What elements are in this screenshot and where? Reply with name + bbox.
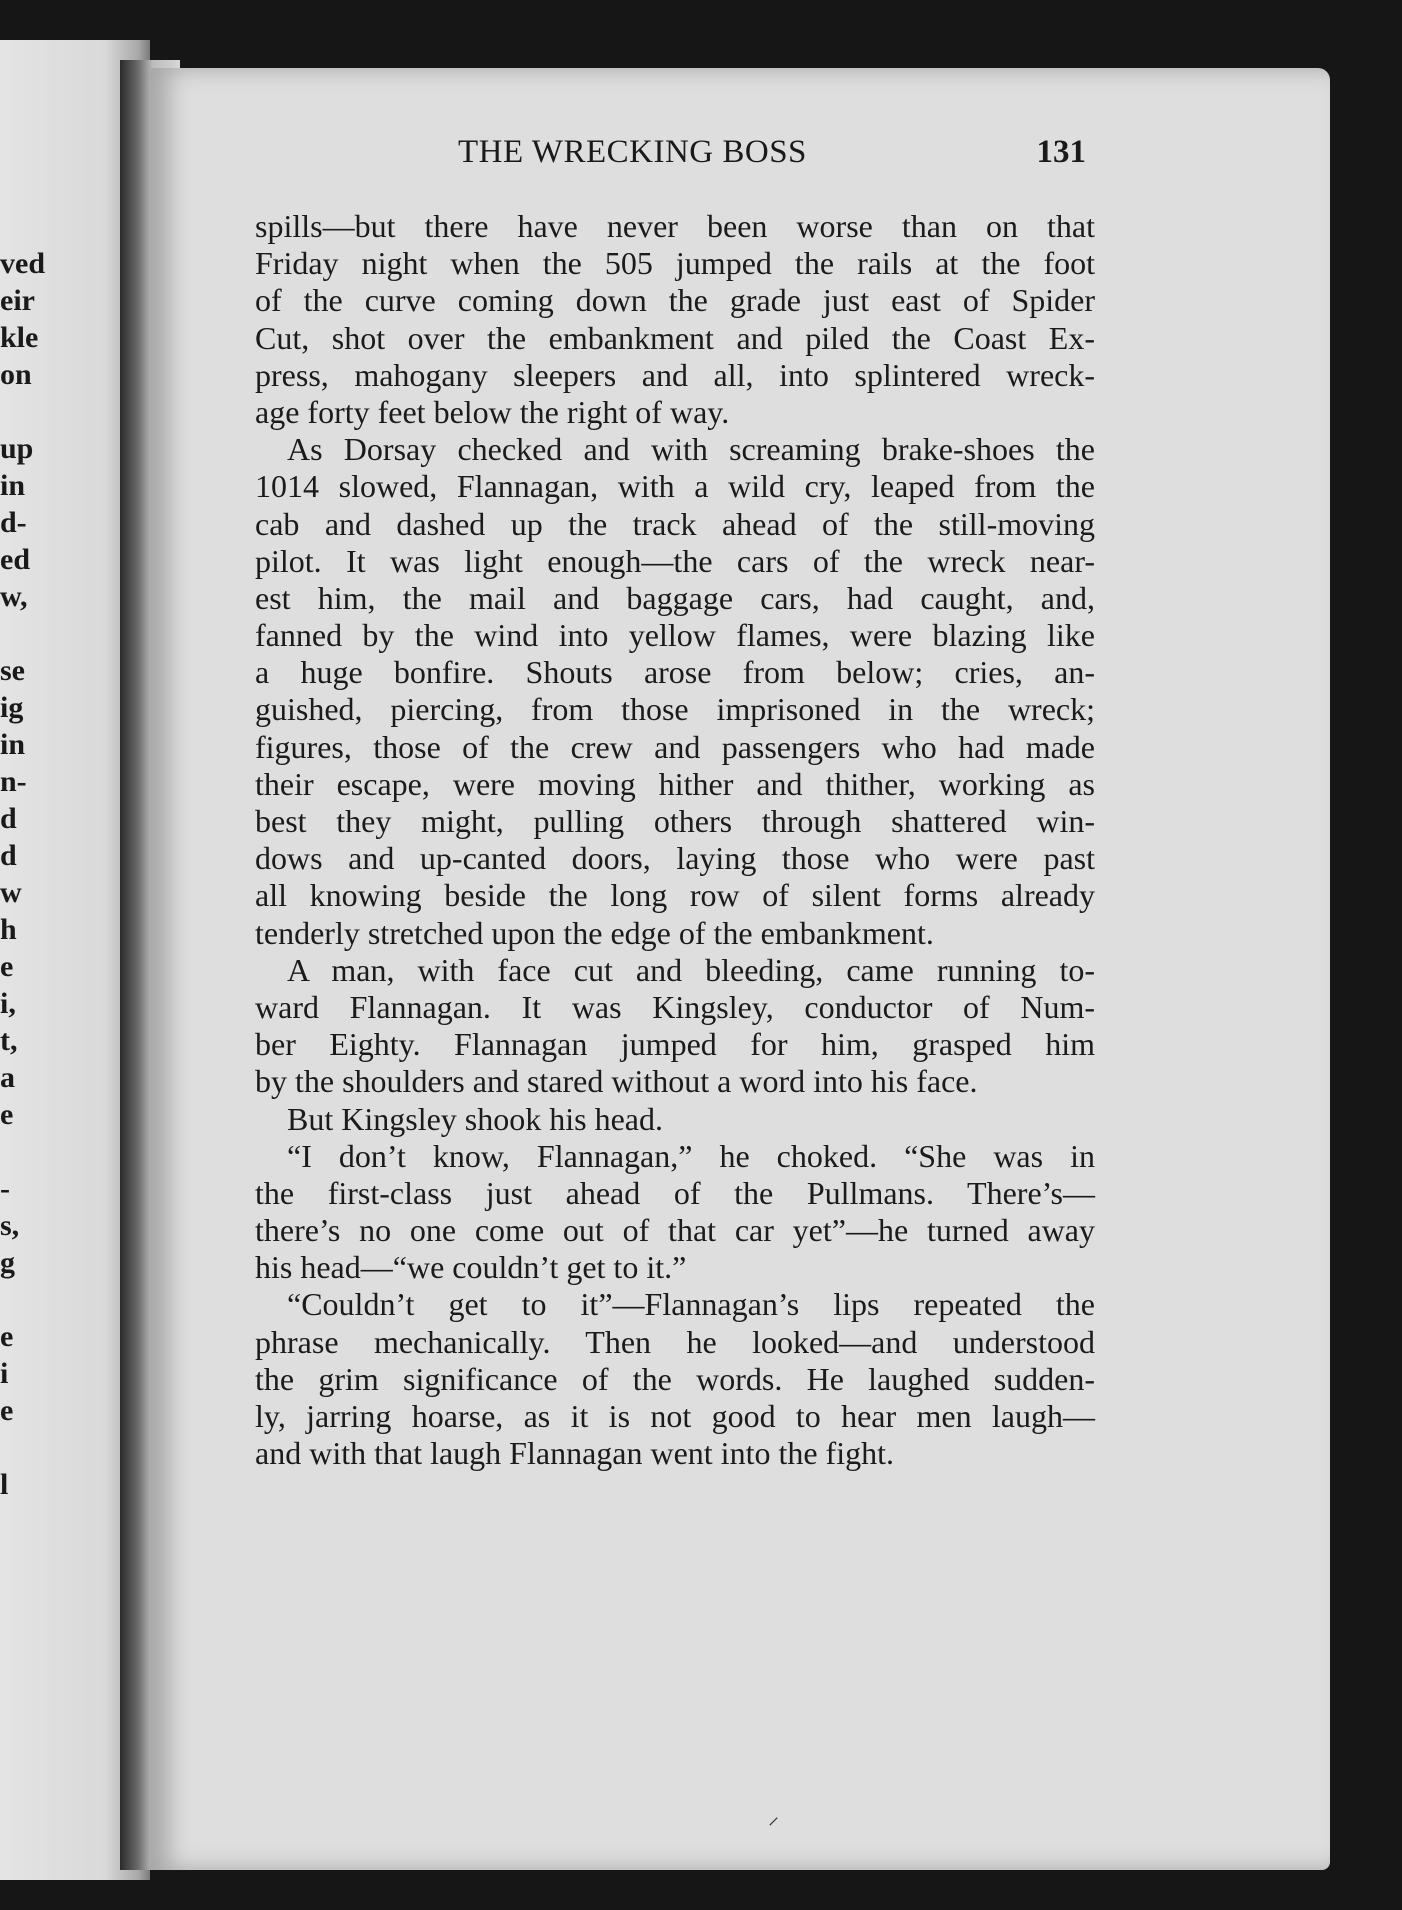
text-line: phrase mechanically. Then he looked—and understood: [255, 1323, 1095, 1360]
body-text: [255, 208, 1095, 1472]
text-line: “Couldn’t get to it”—Flannagan’s lips repeated the: [287, 1286, 1095, 1323]
text-line: a huge bonfire. Shouts arose from below; cries, an-: [255, 654, 1095, 691]
text-line: all knowing beside the long row of silent forms already: [255, 877, 1095, 914]
text-line: As Dorsay checked and with screaming brake-shoes the: [287, 431, 1095, 468]
facing-page-fragment: w,: [0, 580, 28, 613]
text-line: their escape, were moving hither and thither, working as: [255, 765, 1095, 802]
facing-page-fragment: e: [0, 1098, 14, 1131]
page-number: 131: [1036, 134, 1086, 170]
text-line: fanned by the wind into yellow flames, were blazing like: [255, 617, 1095, 654]
text-line: ly, jarring hoarse, as it is not good to hear men laugh—: [255, 1398, 1095, 1434]
facing-page-fragment: i,: [0, 987, 16, 1020]
text-line: and with that laugh Flannagan went into the fight.: [255, 1435, 894, 1472]
facing-page-fragment: kle: [0, 321, 39, 354]
facing-page-fragment: e: [0, 1320, 14, 1353]
facing-page-fragment: l: [0, 1468, 9, 1501]
facing-page-fragment: i: [0, 1357, 9, 1390]
text-line: But Kingsley shook his head.: [287, 1100, 663, 1137]
text-line: figures, those of the crew and passengers who had made: [255, 728, 1095, 765]
text-line: by the shoulders and stared without a word into his face.: [255, 1063, 978, 1100]
facing-page-fragment: d-: [0, 506, 27, 539]
facing-page-fragment: [0, 615, 40, 652]
text-line: there’s no one come out of that car yet”—he turned away: [255, 1212, 1095, 1249]
text-line: guished, piercing, from those imprisoned in the wreck;: [255, 691, 1095, 728]
text-line: tenderly stretched upon the edge of the embankment.: [255, 914, 934, 951]
facing-page-fragment: up: [0, 432, 34, 465]
facing-page-text-fragments: [0, 245, 45, 1503]
facing-page-fragment: ed: [0, 543, 30, 576]
text-line: “I don’t know, Flannagan,” he choked. “She was in: [287, 1137, 1095, 1174]
facing-page-fragment: [0, 1133, 40, 1170]
facing-page-fragment: ig: [0, 691, 24, 724]
text-line: Friday night when the 505 jumped the rails at the foot: [255, 245, 1095, 282]
text-line: 1014 slowed, Flannagan, with a wild cry, leaped from the: [255, 468, 1095, 505]
text-line: pilot. It was light enough—the cars of the wreck near-: [255, 542, 1095, 579]
facing-page-fragment: -: [0, 1172, 10, 1205]
facing-page-fragment: [0, 1281, 40, 1318]
facing-page-fragment: a: [0, 1061, 15, 1094]
text-line: press, mahogany sleepers and all, into splintered wreck-: [255, 356, 1095, 393]
facing-page-fragment: on: [0, 358, 32, 391]
facing-page-fragment: e: [0, 950, 14, 983]
facing-page-fragment: t,: [0, 1024, 18, 1057]
text-line: of the curve coming down the grade just east of Spider: [255, 282, 1095, 319]
text-line: cab and dashed up the track ahead of the still-moving: [255, 505, 1095, 542]
text-line: est him, the mail and baggage cars, had caught, and,: [255, 579, 1095, 616]
facing-page-fragment: in: [0, 469, 26, 502]
facing-page-fragment: g: [0, 1246, 15, 1279]
text-line: his head—“we couldn’t get to it.”: [255, 1249, 687, 1286]
facing-page-fragment: s,: [0, 1209, 20, 1242]
facing-page-fragment: d: [0, 802, 17, 835]
facing-page-fragment: in: [0, 728, 26, 761]
ink-speck: ⸍: [768, 1813, 780, 1838]
facing-page-fragment: [0, 393, 40, 430]
facing-page-fragment: ved: [0, 247, 45, 280]
text-line: dows and up-canted doors, laying those who were past: [255, 840, 1095, 877]
facing-page-fragment: se: [0, 654, 25, 687]
text-line: best they might, pulling others through shattered win-: [255, 803, 1095, 839]
text-line: ber Eighty. Flannagan jumped for him, grasped him: [255, 1026, 1095, 1063]
text-line: the grim significance of the words. He laughed sudden-: [255, 1360, 1095, 1397]
text-line: ward Flannagan. It was Kingsley, conductor of Num-: [255, 988, 1095, 1025]
text-line: age forty feet below the right of way.: [255, 393, 730, 430]
facing-page-fragment: w: [0, 876, 22, 909]
text-line: A man, with face cut and bleeding, came running to-: [287, 951, 1095, 988]
facing-page-fragment: e: [0, 1394, 14, 1427]
text-line: the first-class just ahead of the Pullmans. There’s—: [255, 1174, 1095, 1211]
facing-page-fragment: [0, 1429, 40, 1466]
facing-page-fragment: d: [0, 839, 17, 872]
facing-page-fragment: n-: [0, 765, 27, 798]
text-line: spills—but there have never been worse than on that: [255, 208, 1095, 244]
running-title: THE WRECKING BOSS: [458, 134, 807, 170]
facing-page-fragment: h: [0, 913, 17, 946]
facing-page-fragment: eir: [0, 284, 35, 317]
text-line: Cut, shot over the embankment and piled the Coast Ex-: [255, 319, 1095, 356]
running-head: [438, 130, 1088, 180]
